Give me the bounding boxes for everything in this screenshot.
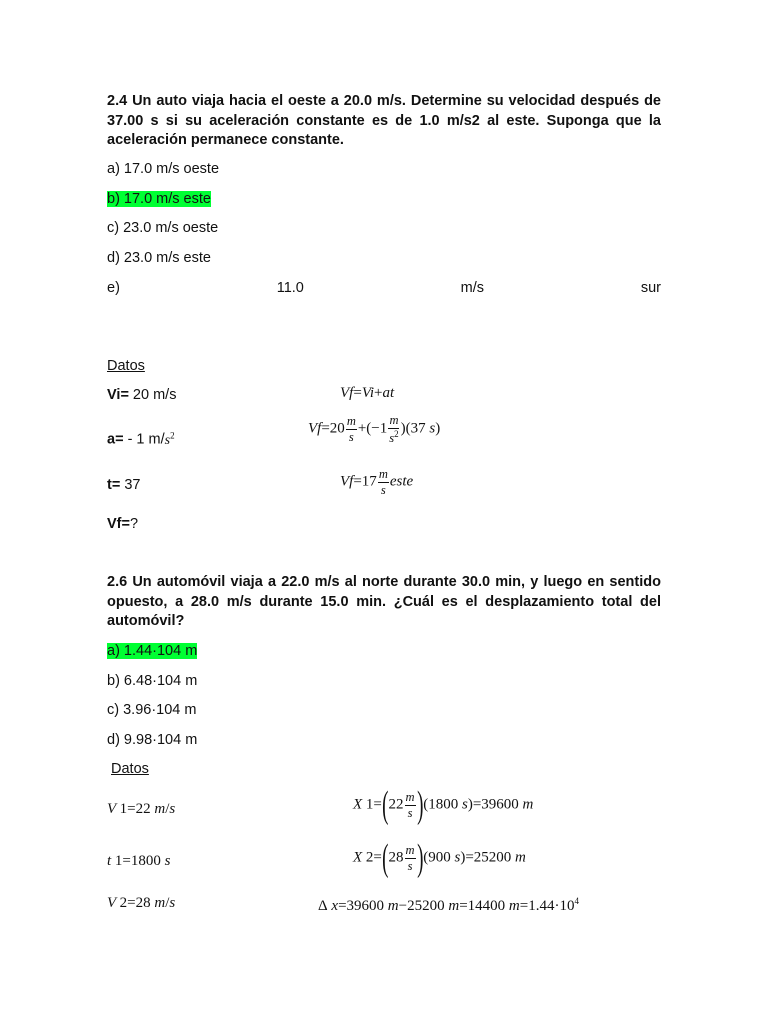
- equation-x1: X 1=(22 $\frac{m}{s}$ )(1800 s)=39600 m: [353, 784, 534, 826]
- highlighted-answer: b) 17.0 m/s este: [107, 191, 211, 207]
- option-a: a) 17.0 m/s oeste: [107, 161, 220, 177]
- option-c: c) 3.96·104 m: [107, 702, 197, 718]
- option-d: d) 23.0 m/s este: [107, 250, 211, 266]
- option-a-correct: [107, 642, 197, 660]
- option-e-value: 11.0: [276, 280, 304, 296]
- equation-delta-x: Δ x=39600 m−25200 m=14400 $m=1.44\cdot 10^4$: [318, 896, 579, 914]
- option-e-direction: sur: [640, 280, 661, 296]
- datum-t1: t 1=1800 s: [107, 853, 171, 869]
- question-2-6: 2.6 Un automóvil viaja a 22.0 m/s al norte durante 30.0 min, y luego en sentido opuesto, a 28.0 m/s durante 15.0 min. ¿Cuál es el desplazamiento total del automóvil?: [107, 574, 661, 629]
- datum-vi: Vi= 20 m/s: [107, 387, 177, 403]
- question-2-4: 2.4 Un auto viaja hacia el oeste a 20.0 m/s. Determine su velocidad después de 37.00 s si su aceleración constante es de 1.0 m/s2 al este. Suponga que la aceleración permanece constante.: [107, 93, 661, 148]
- datum-vf: Vf=?: [107, 516, 139, 532]
- datos-heading-1: Datos: [107, 358, 145, 374]
- datum-v2: V 2=28 m/s: [107, 895, 176, 911]
- option-b-correct: [107, 190, 211, 208]
- option-e: [107, 279, 661, 297]
- datum-t: t= 37: [107, 477, 141, 493]
- option-c: c) 23.0 m/s oeste: [107, 220, 219, 236]
- equation-vf-substitution: Vf=20 $\frac{m}{s}$ +(−1 $\frac{m}{s^2}$ )(37 s): [308, 413, 441, 445]
- datum-a: a= - 1 $m/s^2$: [107, 430, 175, 448]
- highlighted-answer-2: a) 1.44·104 m: [107, 643, 198, 659]
- equation-x2: X 2=(28 $\frac{m}{s}$ )(900 s)=25200 m: [353, 837, 526, 879]
- option-e-letter: e): [107, 280, 120, 296]
- option-d: d) 9.98·104 m: [107, 732, 198, 748]
- option-e-unit: m/s: [460, 280, 485, 296]
- equation-vf-formula: Vf=Vi+at: [340, 385, 395, 401]
- option-b: b) 6.48·104 m: [107, 673, 198, 689]
- datum-v1: V 1=22 m/s: [107, 801, 176, 817]
- datos-heading-2: Datos: [111, 761, 149, 777]
- equation-vf-result: Vf=17 $\frac{m}{s}$ este: [340, 467, 414, 497]
